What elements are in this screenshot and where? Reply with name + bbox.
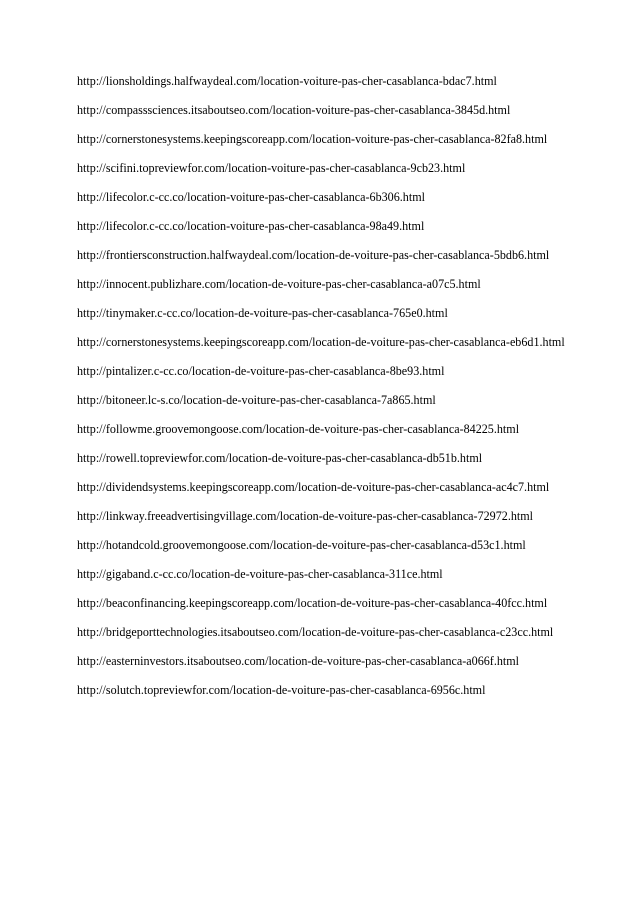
url-line[interactable]: http://frontiersconstruction.halfwaydeal.com/location-de-voiture-pas-cher-casablanca-5bdb6.html	[77, 248, 550, 262]
url-list	[77, 73, 567, 711]
url-line[interactable]: http://gigaband.c-cc.co/location-de-voiture-pas-cher-casablanca-311ce.html	[77, 567, 443, 581]
url-line[interactable]: http://pintalizer.c-cc.co/location-de-voiture-pas-cher-casablanca-8be93.html	[77, 364, 445, 378]
url-line[interactable]: http://rowell.topreviewfor.com/location-de-voiture-pas-cher-casablanca-db51b.html	[77, 451, 483, 465]
url-line[interactable]: http://lionsholdings.halfwaydeal.com/location-voiture-pas-cher-casablanca-bdac7.html	[77, 74, 497, 88]
url-line[interactable]: http://cornerstonesystems.keepingscoreapp.com/location-voiture-pas-cher-casablanca-82fa8.html	[77, 132, 548, 146]
url-line[interactable]: http://compasssciences.itsaboutseo.com/location-voiture-pas-cher-casablanca-3845d.html	[77, 103, 511, 117]
url-line[interactable]: http://innocent.publizhare.com/location-de-voiture-pas-cher-casablanca-a07c5.html	[77, 277, 481, 291]
url-line[interactable]: http://bitoneer.lc-s.co/location-de-voiture-pas-cher-casablanca-7a865.html	[77, 393, 436, 407]
url-line[interactable]: http://linkway.freeadvertisingvillage.com/location-de-voiture-pas-cher-casablanca-72972.html	[77, 509, 534, 523]
url-line[interactable]: http://scifini.topreviewfor.com/location-voiture-pas-cher-casablanca-9cb23.html	[77, 161, 466, 175]
url-line[interactable]: http://dividendsystems.keepingscoreapp.com/location-de-voiture-pas-cher-casablanca-ac4c7.html	[77, 480, 550, 494]
url-line[interactable]: http://lifecolor.c-cc.co/location-voiture-pas-cher-casablanca-6b306.html	[77, 190, 425, 204]
url-line[interactable]: http://followme.groovemongoose.com/location-de-voiture-pas-cher-casablanca-84225.html	[77, 422, 520, 436]
url-line[interactable]: http://lifecolor.c-cc.co/location-voiture-pas-cher-casablanca-98a49.html	[77, 219, 425, 233]
url-line[interactable]: http://bridgeporttechnologies.itsaboutseo.com/location-de-voiture-pas-cher-casablanca-c23cc.html	[77, 625, 554, 639]
url-line[interactable]: http://solutch.topreviewfor.com/location-de-voiture-pas-cher-casablanca-6956c.html	[77, 683, 486, 697]
url-line[interactable]: http://cornerstonesystems.keepingscoreapp.com/location-de-voiture-pas-cher-casablanca-eb6d1.html	[77, 335, 565, 349]
url-line[interactable]: http://easterninvestors.itsaboutseo.com/location-de-voiture-pas-cher-casablanca-a066f.html	[77, 654, 520, 668]
url-line[interactable]: http://tinymaker.c-cc.co/location-de-voiture-pas-cher-casablanca-765e0.html	[77, 306, 448, 320]
url-line[interactable]: http://beaconfinancing.keepingscoreapp.com/location-de-voiture-pas-cher-casablanca-40fcc.html	[77, 596, 548, 610]
url-line[interactable]: http://hotandcold.groovemongoose.com/location-de-voiture-pas-cher-casablanca-d53c1.html	[77, 538, 526, 552]
